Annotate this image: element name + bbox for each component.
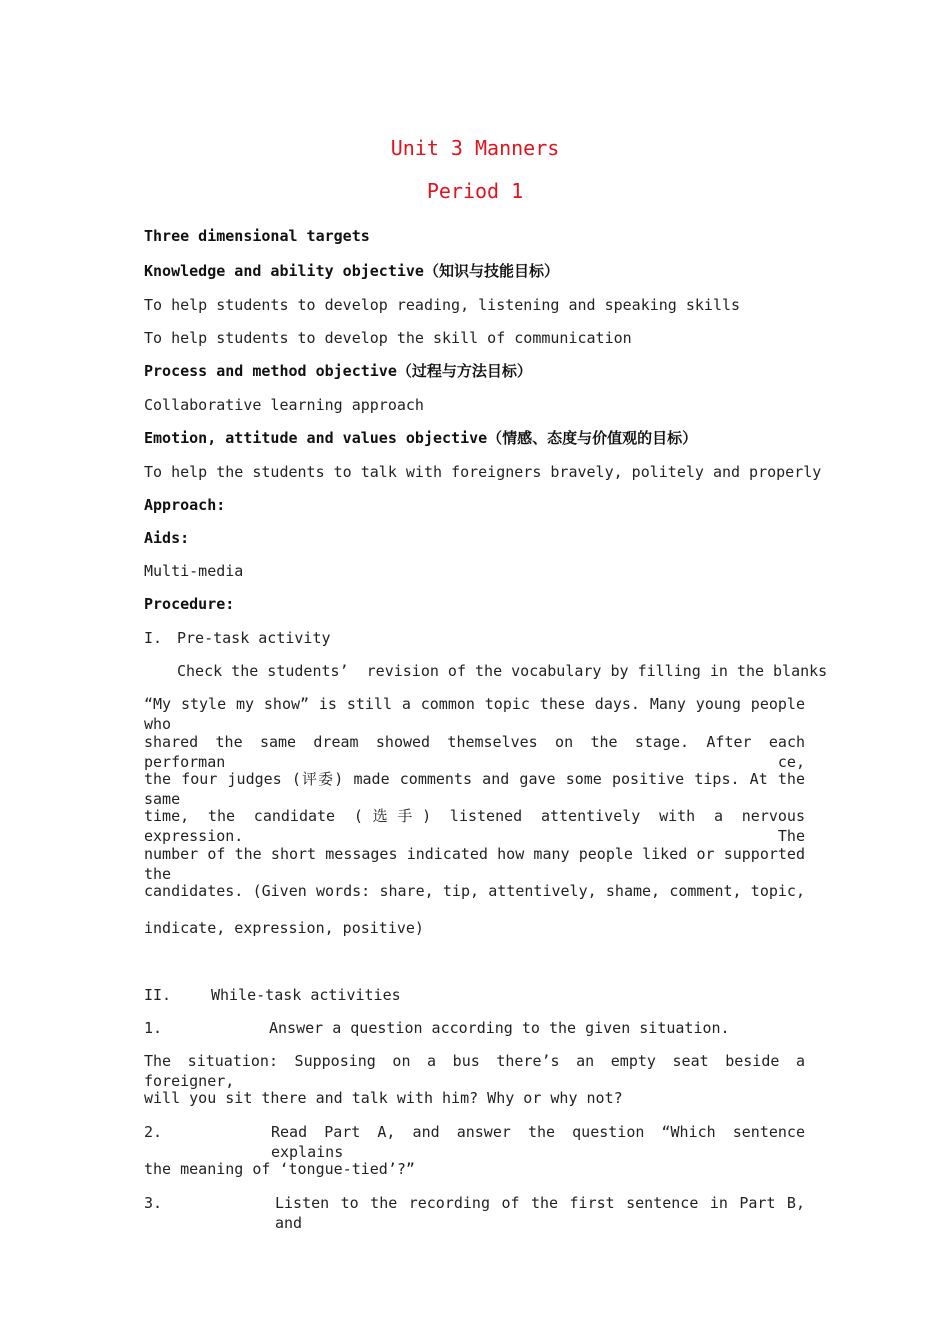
procedure-label: Procedure: [144, 595, 235, 613]
passage-line-last: indicate, expression, positive) [144, 919, 424, 937]
section-title: Pre-task activity [177, 629, 331, 647]
emotion-item: To help the students to talk with foreigners bravely, politely and properly [144, 463, 822, 481]
document-subtitle: Period 1 [426, 179, 524, 203]
passage-line: the four judges (评委) made comments and gave some positive tips. At the same [144, 770, 805, 808]
item-number: 3. [144, 1194, 163, 1212]
section-instruction: Check the students’ revision of the vocabulary by filling in the blanks [177, 662, 828, 680]
item-text: Read Part A, and answer the question “Which sentence explains [271, 1123, 805, 1161]
item-text: Answer a question according to the given situation. [269, 1019, 730, 1037]
aids-label: Aids: [144, 529, 190, 547]
passage-line: time, the candidate (选手) listened attentively with a nervous expression. The [144, 807, 805, 845]
situation-line: will you sit there and talk with him? Why or why not? [144, 1089, 623, 1107]
knowledge-item: To help students to develop the skill of communication [144, 329, 632, 347]
aids-value: Multi-media [144, 562, 244, 580]
passage-line: number of the short messages indicated how many people liked or supported the [144, 845, 805, 883]
approach-label: Approach: [144, 496, 226, 514]
process-heading: Process and method objective（过程与方法目标） [144, 362, 532, 380]
item-continuation: the meaning of ‘tongue-tied’?” [144, 1160, 415, 1178]
section-title: While-task activities [211, 986, 401, 1004]
process-item: Collaborative learning approach [144, 396, 424, 414]
passage-line: candidates. (Given words: share, tip, attentively, shame, comment, topic, [144, 882, 805, 900]
section-numeral: I. [144, 629, 163, 647]
item-text: Listen to the recording of the first sentence in Part B, and [275, 1194, 805, 1232]
passage-line: “My style my show” is still a common topic these days. Many young people who [144, 695, 805, 733]
item-number: 2. [144, 1123, 163, 1141]
item-number: 1. [144, 1019, 163, 1037]
document-title: Unit 3 Manners [390, 136, 560, 160]
targets-heading: Three dimensional targets [144, 227, 370, 245]
knowledge-heading: Knowledge and ability objective（知识与技能目标） [144, 262, 559, 280]
situation-line: The situation: Supposing on a bus there’s an empty seat beside a foreigner, [144, 1052, 805, 1090]
emotion-heading: Emotion, attitude and values objective（情感、态度与价值观的目标） [144, 429, 698, 447]
passage-line: shared the same dream showed themselves on the stage. After each performan ce, [144, 733, 805, 771]
knowledge-item: To help students to develop reading, listening and speaking skills [144, 296, 741, 314]
section-numeral: II. [144, 986, 172, 1004]
